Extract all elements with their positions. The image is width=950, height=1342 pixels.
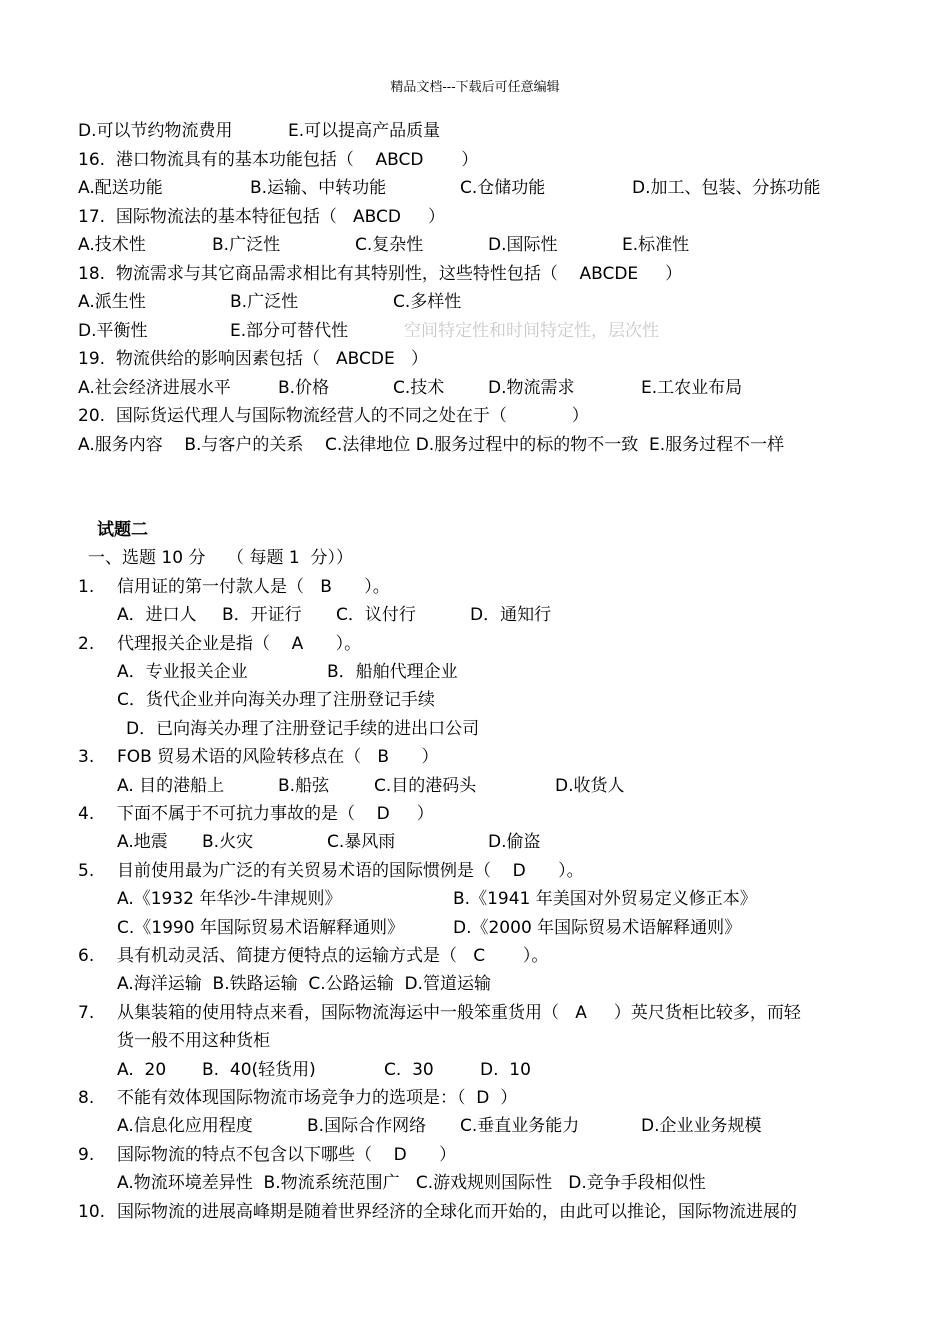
question-number: 6. [78, 946, 95, 966]
question-6 [0, 944, 549, 968]
options-line [0, 1171, 706, 1195]
option-b: B．开证行 [222, 605, 302, 625]
option-a: A.配送功能 [78, 178, 163, 198]
option-c: C. 30 [384, 1060, 434, 1080]
question-10 [0, 1200, 797, 1224]
question-text: 国际物流的特点不包含以下哪些（ D ） [117, 1145, 457, 1165]
section-subtitle [0, 546, 353, 570]
option-b: B. 40(轻货用) [202, 1060, 316, 1080]
question-number: 7. [78, 1003, 95, 1023]
options-line [0, 176, 821, 200]
question-text: 国际物流的进展高峰期是随着世界经济的全球化而开始的，由此可以推论，国际物流进展的 [117, 1202, 797, 1222]
options-line [0, 290, 462, 314]
option-b: B.国际合作网络 [307, 1116, 427, 1136]
options-text: A.海洋运输 B.铁路运输 C.公路运输 D.管道运输 [117, 974, 491, 994]
option-b: B．船舶代理企业 [327, 662, 458, 682]
question-17 [0, 205, 446, 229]
question-number: 4. [78, 804, 95, 824]
option-a: A.《1932 年华沙-牛津规则》 [117, 889, 342, 909]
option-e: E.工农业布局 [641, 378, 743, 398]
question-text: 具有机动灵活、简捷方便特点的运输方式是（ C ）。 [117, 946, 549, 966]
question-text: 信用证的第一付款人是（ B ）。 [117, 577, 390, 597]
section-subtitle-text: 一、选题 10 分 （ 每题 1 分）） [88, 548, 353, 568]
option-d: D．已向海关办理了注册登记手续的进出口公司 [126, 719, 480, 739]
option-b: B.《1941 年美国对外贸易定义修正本》 [453, 889, 757, 909]
option-d: D.国际性 [488, 235, 558, 255]
option-b: B.运输、中转功能 [250, 178, 387, 198]
question-text: 18. 物流需求与其它商品需求相比有其特别性，这些特性包括（ ABCDE ） [78, 264, 683, 284]
option-a: A.信息化应用程度 [117, 1116, 253, 1136]
option-d: D.加工、包装、分拣功能 [632, 178, 821, 198]
question-text: 20. 国际货运代理人与国际物流经营人的不同之处在于（ ） [78, 406, 589, 426]
section-title [0, 518, 148, 542]
options-text: A.服务内容 B.与客户的关系 C.法律地位 D.服务过程中的标的物不一致 E.服务过程不一样 [78, 435, 785, 455]
question-text: 目前使用最为广泛的有关贸易术语的国际惯例是（ D ）。 [117, 861, 584, 881]
option-e: E.标准性 [622, 235, 690, 255]
question-text: 代理报关企业是指（ A ）。 [117, 634, 362, 654]
option-c: C．货代企业并向海关办理了注册登记手续 [117, 690, 435, 710]
question-number: 2. [78, 634, 95, 654]
option-a: A．专业报关企业 [117, 662, 248, 682]
question-number: 8. [78, 1088, 95, 1108]
options-line [0, 1058, 531, 1082]
option-a: A. 目的港船上 [117, 776, 225, 796]
page-header: 精品文档---下载后可任意编辑 [390, 80, 560, 95]
option-b: B.船弦 [278, 776, 330, 796]
option-e: E.可以提高产品质量 [288, 121, 441, 141]
question-7 [0, 1001, 801, 1025]
faded-note: 空间特定性和时间特定性，层次性 [404, 321, 659, 341]
option-a: A. 20 [117, 1060, 167, 1080]
options-line [0, 603, 552, 627]
question-number: 10. [78, 1202, 106, 1222]
options-line [0, 774, 625, 798]
question-text: 17. 国际物流法的基本特征包括（ ABCD ） [78, 207, 446, 227]
options-line [0, 916, 742, 940]
option-d: D．通知行 [470, 605, 552, 625]
options-line [0, 433, 785, 457]
option-d: D.物流需求 [488, 378, 575, 398]
option-a: A.地震 [117, 832, 168, 852]
option-d: D.偷盗 [488, 832, 541, 852]
option-a: A.技术性 [78, 235, 146, 255]
option-c: C.技术 [393, 378, 445, 398]
option-c: C.目的港码头 [374, 776, 477, 796]
question-text: 从集装箱的使用特点来看，国际物流海运中一般笨重货用（ A ）英尺货柜比较多，而轻 [117, 1003, 801, 1023]
section-title-text: 试题二 [97, 520, 148, 540]
option-d: D.平衡性 [78, 321, 148, 341]
options-line [0, 1114, 762, 1138]
option-e: E.部分可替代性 [230, 321, 349, 341]
question-5 [0, 859, 584, 883]
option-c: C.复杂性 [355, 235, 424, 255]
option-c: C．议付行 [336, 605, 416, 625]
option-c: C.暴风雨 [327, 832, 396, 852]
option-c: C.垂直业务能力 [460, 1116, 580, 1136]
options-line [0, 233, 690, 257]
option-d: D.企业业务规模 [641, 1116, 762, 1136]
question-7-continued [0, 1029, 270, 1053]
option-c: C.仓储功能 [460, 178, 546, 198]
option-a: A.派生性 [78, 292, 146, 312]
question-text: 货一般不用这种货柜 [117, 1031, 270, 1051]
option-b: B.价格 [278, 378, 330, 398]
question-16 [0, 148, 479, 172]
question-19 [0, 347, 428, 371]
question-3 [0, 745, 439, 769]
option-b: B.广泛性 [230, 292, 299, 312]
question-8 [0, 1086, 518, 1110]
question-number: 3. [78, 747, 95, 767]
question-number: 9. [78, 1145, 95, 1165]
options-line [0, 830, 541, 854]
option-d: D. 10 [480, 1060, 531, 1080]
option-d: D.《2000 年国际贸易术语解释通则》 [453, 918, 742, 938]
question-2 [0, 632, 362, 656]
question-9 [0, 1143, 457, 1167]
option-b: B.广泛性 [212, 235, 281, 255]
question-number: 1. [78, 577, 95, 597]
question-text: 不能有效体现国际物流市场竞争力的选项是：（ D ） [117, 1088, 518, 1108]
options-line [0, 376, 743, 400]
options-text: A.物流环境差异性 B.物流系统范围广 C.游戏规则国际性 D.竞争手段相似性 [117, 1173, 706, 1193]
options-line [0, 660, 458, 684]
option-d: D.收货人 [555, 776, 625, 796]
question-20 [0, 404, 589, 428]
options-line [0, 972, 491, 996]
options-line [0, 119, 441, 143]
option-c: C.《1990 年国际贸易术语解释通则》 [117, 918, 404, 938]
options-line [0, 319, 659, 343]
question-text: 19. 物流供给的影响因素包括（ ABCDE ） [78, 349, 428, 369]
option-a: A．进口人 [117, 605, 197, 625]
option-d: D.可以节约物流费用 [78, 121, 233, 141]
option-b: B.火灾 [202, 832, 254, 852]
question-text: 16. 港口物流具有的基本功能包括（ ABCD ） [78, 150, 479, 170]
options-line [0, 688, 435, 712]
question-text: 下面不属于不可抗力事故的是（ D ） [117, 804, 434, 824]
question-text: FOB 贸易术语的风险转移点在（ B ） [117, 747, 439, 767]
option-c: C.多样性 [393, 292, 462, 312]
question-number: 5. [78, 861, 95, 881]
question-4 [0, 802, 434, 826]
question-1 [0, 575, 390, 599]
question-18 [0, 262, 683, 286]
options-line [0, 887, 757, 911]
options-line [0, 717, 480, 741]
option-a: A.社会经济进展水平 [78, 378, 231, 398]
